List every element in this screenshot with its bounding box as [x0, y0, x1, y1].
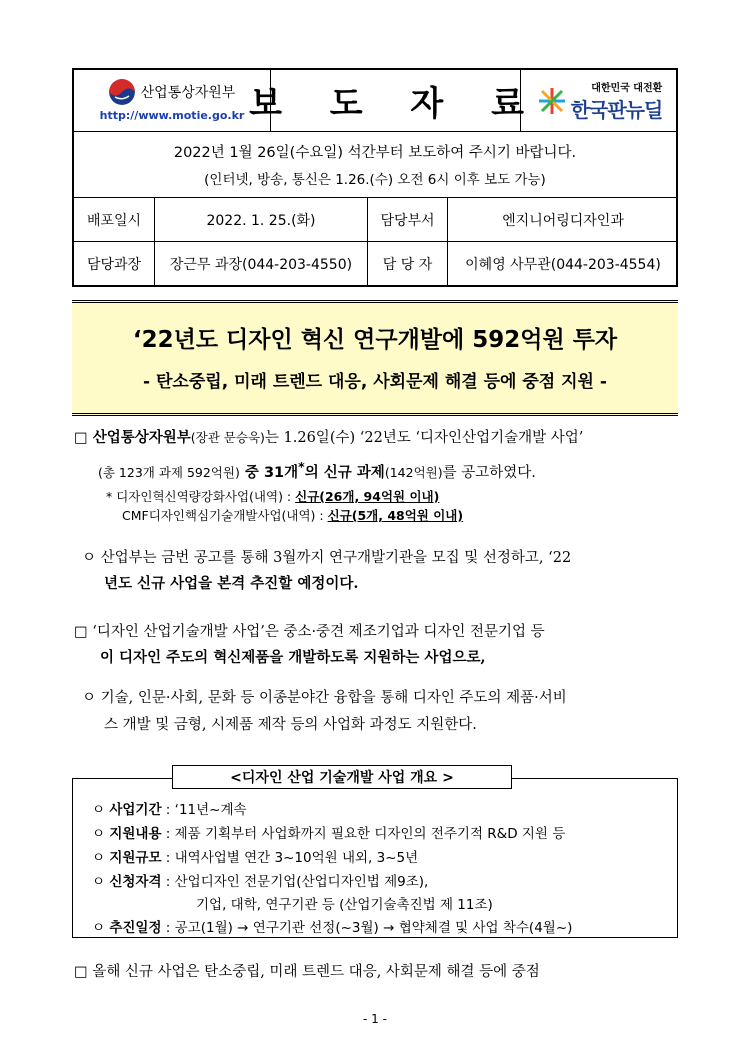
overview-item-scale: ㅇ 지원규모 : 내역사업별 연간 3~10억원 내외, 3~5년	[92, 850, 419, 866]
overview-value: : 제품 기획부터 사업화까지 필요한 디자인의 전주기적 R&D 지원 등	[161, 826, 566, 842]
dept-label: 담당부서	[367, 198, 447, 241]
paragraph-5-line-1: □ 올해 신규 사업은 탄소중립, 미래 트렌드 대응, 사회문제 해결 등에 중점	[74, 964, 540, 980]
newdeal-star-icon	[537, 86, 567, 116]
dept-value: 엔지니어링디자인과	[447, 198, 678, 241]
overview-label: 지원규모	[109, 850, 162, 866]
paragraph-2-line-2: 년도 신규 사업을 본격 추진할 예정이다.	[104, 575, 359, 592]
ministry-url-link[interactable]: http://www.motie.go.kr	[99, 109, 245, 122]
overview-item-eligibility-cont: 기업, 대학, 연구기관 등 (산업기술촉진법 제 11조)	[196, 897, 493, 913]
overview-value: : 산업디자인 전문기업(산업디자인법 제9조),	[161, 874, 429, 890]
overview-title: <디자인 산업 기술개발 사업 개요 >	[172, 765, 512, 789]
paragraph-1-line-2	[98, 457, 536, 483]
overview-item-content: ㅇ 지원내용 : 제품 기획부터 사업화까지 필요한 디자인의 전주기적 R&D 지원 등	[92, 826, 566, 842]
header-row-contacts	[74, 242, 676, 285]
overview-item-schedule: ㅇ 추진일정 : 공고(1월) → 연구기관 선정(~3월) → 협약체결 및 사업 착수(4월~)	[92, 920, 573, 936]
overview-label: 신청자격	[109, 874, 162, 890]
page-number: - 1 -	[363, 1012, 387, 1026]
embargo-notice: 2022년 1월 26일(수요일) 석간부터 보도하여 주시기 바랍니다.	[173, 145, 577, 161]
note-1-label: * 디자인혁신역량강화사업(내역) :	[106, 489, 296, 504]
overview-label: 지원내용	[109, 826, 162, 842]
press-header-table	[72, 68, 678, 287]
embargo-broadcast-notice: (인터넷, 방송, 통신은 1.26.(수) 오전 6시 이후 보도 가능)	[204, 172, 546, 188]
p1-total: (총 123개 과제 592억원)	[98, 464, 240, 480]
newdeal-title: 한국판뉴딜	[570, 97, 663, 122]
overview-label: 사업기간	[109, 802, 162, 818]
newdeal-tagline: 대한민국 대전환	[591, 82, 663, 94]
overview-value: : 내역사업별 연간 3~10억원 내외, 3~5년	[161, 850, 419, 866]
note-2-label: CMF디자인핵심기술개발사업(내역) :	[122, 508, 328, 523]
ministry-emblem-icon	[109, 79, 135, 105]
header-row-distribution	[74, 198, 676, 242]
p1-ministry: □ 산업통상자원부	[74, 430, 191, 446]
overview-item-eligibility: ㅇ 신청자격 : 산업디자인 전문기업(산업디자인법 제9조),	[92, 874, 429, 890]
overview-item-period: ㅇ 사업기간 : ‘11년~계속	[92, 802, 247, 818]
headline-title: ‘22년도 디자인 혁신 연구개발에 592억원 투자	[132, 327, 618, 353]
dist-date-value: 2022. 1. 25.(화)	[154, 198, 367, 241]
p1-minister: (장관 문승욱)	[190, 430, 265, 445]
p1-new-task: 의 신규 과제	[304, 464, 385, 481]
overview-value: : 공고(1월) → 연구기관 선정(~3월) → 협약체결 및 사업 착수(4월~)	[161, 920, 573, 936]
overview-value: : ‘11년~계속	[161, 802, 247, 818]
p1-announce: 는 1.26일(수) ‘22년도 ‘디자인산업기술개발 사업’	[264, 430, 584, 446]
p1-end: 를 공고하였다.	[442, 464, 536, 481]
overview-label: 추진일정	[109, 920, 162, 936]
section-chief-label: 담당과장	[86, 256, 142, 273]
ministry-block	[74, 70, 270, 131]
paragraph-2-line-1: ㅇ 산업부는 금번 공고를 통해 3월까지 연구개발기관을 모집 및 선정하고, ‘22	[82, 550, 572, 566]
header-row-title	[74, 70, 676, 132]
paragraph-4-line-2: 스 개발 및 금형, 시제품 제작 등의 사업화 과정도 지원한다.	[104, 717, 477, 733]
section-chief-value: 장근무 과장(044-203-4550)	[154, 242, 367, 285]
p1-footnote-mark: *	[298, 459, 305, 474]
doc-title-cell	[249, 70, 542, 131]
doc-title: 보 도 자 료	[249, 84, 542, 124]
paragraph-3-line-2: 이 디자인 주도의 혁신제품을 개발하도록 지원하는 사업으로,	[100, 649, 486, 666]
header-row-embargo	[74, 132, 676, 198]
person-value: 이혜영 사무관(044-203-4554)	[447, 242, 678, 285]
headline-box	[72, 300, 678, 416]
note-1-value: 신규(26개, 94억원 이내)	[295, 489, 440, 504]
p1-amount: (142억원)	[384, 464, 443, 480]
note-2	[122, 506, 463, 526]
headline-subtitle: - 탄소중립, 미래 트렌드 대응, 사회문제 해결 등에 중점 지원 -	[143, 372, 607, 392]
newdeal-logo	[520, 70, 678, 131]
note-1	[106, 487, 439, 507]
paragraph-4-line-1: ㅇ 기술, 인문·사회, 문화 등 이종분야간 융합을 통해 디자인 주도의 제품·서비	[82, 690, 567, 706]
ministry-name: 산업통상자원부	[140, 85, 236, 101]
paragraph-3-line-1: □ ‘디자인 산업기술개발 사업’은 중소·중견 제조기업과 디자인 전문기업 등	[74, 624, 545, 640]
dist-date-label: 배포일시	[86, 212, 142, 229]
person-label: 담 당 자	[367, 242, 447, 285]
paragraph-1-line-1	[74, 428, 583, 448]
note-2-value: 신규(5개, 48억원 이내)	[327, 508, 464, 523]
p1-count: 중 31개	[239, 464, 299, 481]
